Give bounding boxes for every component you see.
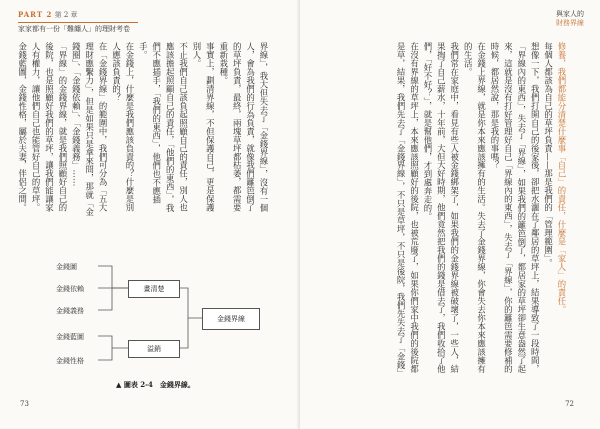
part-label: PART 2 (18, 10, 53, 19)
boundary-diagram (56, 260, 286, 370)
paragraph: 在「金錢界線」的範圍中，我們可分為「五大理財應繫力」，但是如果只是拿來問，那就「金錢圈」、「金錢依賴」、「金錢義務」…… (71, 42, 109, 217)
diagram-box-top: 畫清楚 (128, 280, 180, 298)
paragraph: 每個人都該為自己的草坪負責——那是我們的「管理範圍」。 (543, 42, 554, 268)
right-page (300, 0, 600, 429)
header-right-line1: 與家人的 (556, 10, 584, 18)
paragraph: 事實上，劃清界線，不但保護自己，更是保護別人。 (191, 42, 216, 212)
header-right-line2: 財務界線 (556, 19, 584, 27)
diagram-box-bottom: 溢銷 (128, 340, 180, 358)
paragraph: 金錢藍圖，金錢性格，屬於夫妻，伴侶之間。 (17, 42, 28, 212)
diagram-box-right: 金錢界線 (202, 308, 260, 330)
right-body-text (338, 42, 568, 380)
chapter-label: 第 2 章 (54, 11, 78, 19)
diagram-label: 金錢藍圖 (56, 333, 84, 341)
header-rule (18, 22, 138, 23)
paragraph: 在金錢上，什麼是我們應該負責的？什麼是別人應該負責的？ (111, 42, 135, 212)
highlight-paragraph: 修養，我們都能分清楚什麼事「自己」的責任，什麼是「家人」的責任。 (557, 42, 567, 314)
paragraph: 我們常在家庭中，看見有些人被金錢綁架了，如果我們的金錢界線被破壞了，一些人，結果掏了自己薪水，十年前，大但大好時期，他們竟然把我們的錢是借去了，我們收拾了他們，「好不好？」，就是幫他們，才到處奔走的。 (422, 42, 460, 374)
page-number-left: 73 (20, 400, 29, 408)
diagram-label: 金錢依賴 (56, 285, 84, 293)
diagram-label: 金錢圖 (56, 263, 77, 271)
running-header-left (18, 10, 138, 34)
figure-caption: ▲ 圖表 2-4 金錢界線。 (116, 380, 195, 389)
paragraph: 在沒有界線的草坪上，本來應該照顧好的後院，也被荒廢了，如果你們家中我們的後院都是草，結果，我們先去了「金錢界線」，不只是草坪，不只是後院，我們先失去了「金錢」 (396, 42, 420, 378)
diagram-label: 金錢性格 (56, 357, 84, 365)
left-body-text (17, 42, 270, 220)
header-subtitle: 家家都有一份「難纏人」的理財考卷 (18, 25, 130, 33)
paragraph: 不止我們自己該負起照顧自己的責任，別人也應該擔起照顧自己的責任，「他們的東西」，我們不應插手，「我們的東西」，他們也不應插手。 (138, 42, 189, 212)
paragraph: 在金錢上界線，就是你本來應該擁有的生活。失去了金錢界線，你會失去你本來應該擁有的生活。 (463, 42, 487, 374)
paragraph: 界線」，我大但失去了「金錢界線」，沒有一個人，會為我們的行為負責，就像我們籬笆倒了的草坪負責，最終，兩塊草坪都枯萎，都需要重新栽種。 (218, 42, 269, 212)
paragraph: 想像一下，我們打開自己的後家後，卻把水灑在了鄰居的草坪上，結果導致了一段時間，「界線內的東西」，失去了「界線」，如果我們的籬笆倒了，都居家的草坪卻生意盎然了起來，這就是沒有打好管理好自己「界線內的東西」，失去了「界線」，你的籬笆需要修補的時候，都居然說，那是我的事嗎？ (489, 42, 541, 374)
running-header-right (556, 10, 584, 28)
diagram-label: 金錢義務 (56, 307, 84, 315)
paragraph: 「界線」的金錢界線，就是我們照顧好自己的後院，也是照顧好我們的草坪，讓我們能讓家人有權力，讓他們自己也能管好自己的草坪。 (31, 42, 68, 212)
page-number-right: 72 (565, 400, 574, 408)
